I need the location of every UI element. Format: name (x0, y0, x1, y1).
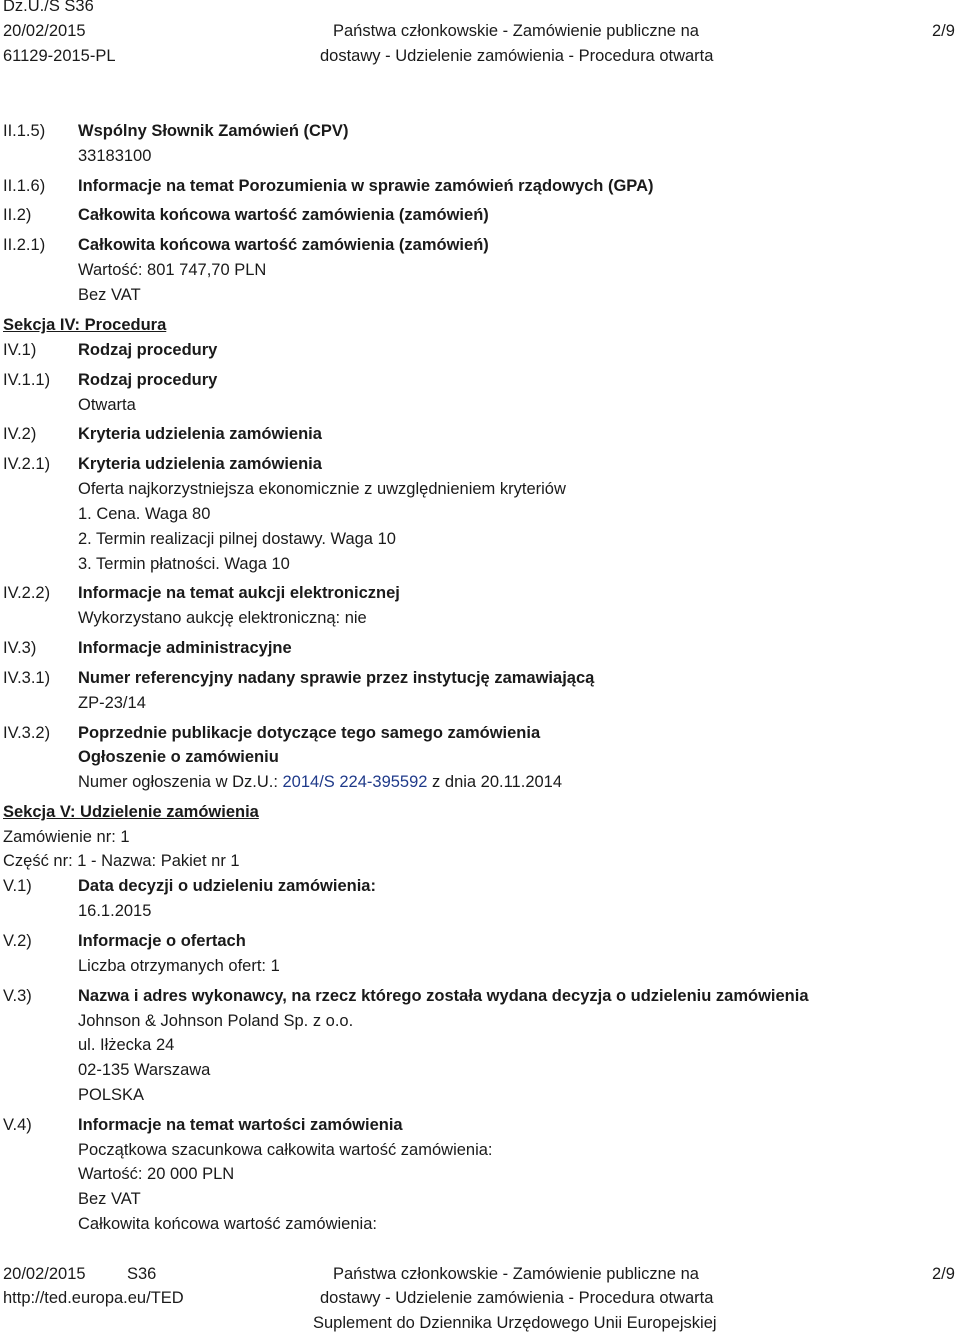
vat-note: Bez VAT (78, 286, 141, 304)
section-iv-heading: Sekcja IV: Procedura (3, 316, 167, 334)
procedure-type-title-2: Rodzaj procedury (78, 371, 218, 389)
criteria-description: Oferta najkorzystniejsza ekonomicznie z uwzględnieniem kryteriów (78, 480, 566, 498)
criterion-2: 2. Termin realizacji pilnej dostawy. Waga 10 (78, 530, 396, 548)
reference-number-value: ZP-23/14 (78, 694, 146, 712)
section-number: IV.3.2) (3, 724, 51, 742)
criteria-title: Kryteria udzielenia zamówienia (78, 425, 322, 443)
initial-value-label: Początkowa szacunkowa całkowita wartość zamówienia: (78, 1141, 493, 1159)
total-value-title-2: Całkowita końcowa wartość zamówienia (zamówień) (78, 236, 489, 254)
header-title-line1: Państwa członkowskie - Zamówienie publiczne na (333, 22, 699, 40)
criteria-title-2: Kryteria udzielenia zamówienia (78, 455, 322, 473)
previous-publication-prefix: Numer ogłoszenia w Dz.U.: (78, 773, 283, 791)
footer-page: 2/9 (932, 1265, 955, 1283)
criterion-1: 1. Cena. Waga 80 (78, 505, 211, 523)
previous-publication-suffix: z dnia 20.11.2014 (427, 773, 563, 791)
total-value: Wartość: 801 747,70 PLN (78, 261, 267, 279)
initial-vat-note: Bez VAT (78, 1190, 141, 1208)
final-value-label: Całkowita końcowa wartość zamówienia: (78, 1215, 377, 1233)
section-number: V.3) (3, 987, 32, 1005)
offers-title: Informacje o ofertach (78, 932, 246, 950)
contract-value-title: Informacje na temat wartości zamówienia (78, 1116, 403, 1134)
cpv-code: 33183100 (78, 147, 152, 165)
footer-date: 20/02/2015 (3, 1265, 86, 1283)
header-page: 2/9 (932, 22, 955, 40)
contractor-street: ul. Iłżecka 24 (78, 1036, 175, 1054)
section-number: V.1) (3, 877, 32, 895)
procedure-type-title: Rodzaj procedury (78, 341, 218, 359)
header-date: 20/02/2015 (3, 22, 86, 40)
section-number: II.1.6) (3, 177, 46, 195)
header-title-line2: dostawy - Udzielenie zamówienia - Procedura otwarta (320, 47, 714, 65)
award-decision-date: 16.1.2015 (78, 902, 152, 920)
section-number: IV.2.2) (3, 584, 51, 602)
section-number: V.4) (3, 1116, 32, 1134)
auction-value: Wykorzystano aukcję elektroniczną: nie (78, 609, 367, 627)
section-number: II.2.1) (3, 236, 46, 254)
section-number: IV.3.1) (3, 669, 51, 687)
section-number: II.2) (3, 206, 32, 224)
lot-info: Część nr: 1 - Nazwa: Pakiet nr 1 (3, 852, 240, 870)
contractor-city: 02-135 Warszawa (78, 1061, 211, 1079)
auction-title: Informacje na temat aukcji elektronicznej (78, 584, 400, 602)
section-v-heading: Sekcja V: Udzielenie zamówienia (3, 803, 259, 821)
footer-supplement: Suplement do Dziennika Urzędowego Unii Europejskiej (313, 1314, 717, 1332)
criterion-3: 3. Termin płatności. Waga 10 (78, 555, 290, 573)
footer-title-line2: dostawy - Udzielenie zamówienia - Procedura otwarta (320, 1289, 714, 1307)
offers-count: Liczba otrzymanych ofert: 1 (78, 957, 280, 975)
contractor-country: POLSKA (78, 1086, 145, 1104)
award-decision-title: Data decyzji o udzieleniu zamówienia: (78, 877, 376, 895)
section-number: IV.2) (3, 425, 37, 443)
footer-title-line1: Państwa członkowskie - Zamówienie publiczne na (333, 1265, 699, 1283)
contractor-name: Johnson & Johnson Poland Sp. z o.o. (78, 1012, 354, 1030)
section-number: IV.1) (3, 341, 37, 359)
reference-number-title: Numer referencyjny nadany sprawie przez instytucję zamawiającą (78, 669, 595, 687)
admin-info-title: Informacje administracyjne (78, 639, 292, 657)
contract-number: Zamówienie nr: 1 (3, 828, 130, 846)
section-number: V.2) (3, 932, 32, 950)
section-number: II.1.5) (3, 122, 46, 140)
section-number: IV.2.1) (3, 455, 51, 473)
previous-publication-type: Ogłoszenie o zamówieniu (78, 748, 279, 766)
contractor-title: Nazwa i adres wykonawcy, na rzecz którego została wydana decyzja o udzieleniu zamówienia (78, 987, 809, 1005)
header-journal: Dz.U./S S36 (3, 0, 94, 15)
footer-url[interactable]: http://ted.europa.eu/TED (3, 1289, 184, 1307)
initial-value: Wartość: 20 000 PLN (78, 1165, 235, 1183)
previous-publications-title: Poprzednie publikacje dotyczące tego samego zamówienia (78, 724, 541, 742)
previous-publication-link[interactable]: 2014/S 224-395592 (282, 773, 428, 791)
header-doc-id: 61129-2015-PL (3, 47, 116, 65)
footer-series: S36 (127, 1265, 157, 1283)
previous-publication-number (78, 773, 562, 792)
total-value-title: Całkowita końcowa wartość zamówienia (zamówień) (78, 206, 489, 224)
cpv-title: Wspólny Słownik Zamówień (CPV) (78, 122, 349, 140)
procedure-type-value: Otwarta (78, 396, 136, 414)
section-number: IV.3) (3, 639, 37, 657)
gpa-title: Informacje na temat Porozumienia w sprawie zamówień rządowych (GPA) (78, 177, 654, 195)
section-number: IV.1.1) (3, 371, 51, 389)
